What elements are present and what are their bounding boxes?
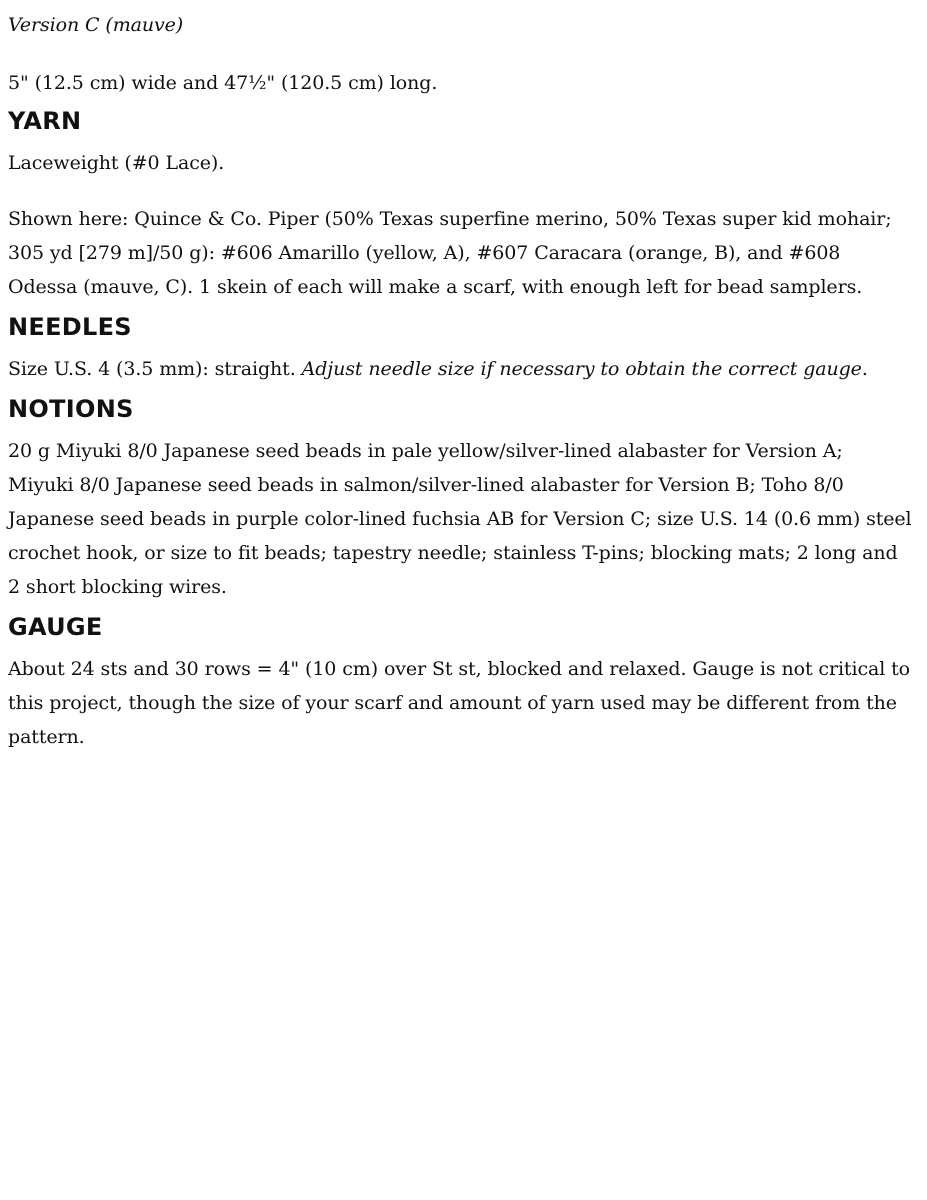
needles-note: Adjust needle size if necessary to obtain the correct gauge. [301, 358, 868, 380]
needles-size: Size U.S. 4 (3.5 mm): straight. [8, 358, 302, 380]
gauge-text: About 24 sts and 30 rows = 4" (10 cm) over St st, blocked and relaxed. Gauge is not critical to this project, though the size of your scarf and amount of yarn used may be different from the pattern. [8, 658, 910, 748]
gauge-section [8, 610, 913, 754]
gauge-heading: GAUGE [8, 613, 103, 641]
finished-size: 5" (12.5 cm) wide and 47½" (120.5 cm) long. [8, 72, 438, 94]
version-label: Version C (mauve) [8, 14, 184, 36]
yarn-weight: Laceweight (#0 Lace). [8, 152, 225, 174]
pattern-page [8, 8, 913, 760]
yarn-heading: YARN [8, 107, 82, 135]
needles-text [8, 352, 913, 386]
notions-text: 20 g Miyuki 8/0 Japanese seed beads in pale yellow/silver-lined alabaster for Version A; Miyuki 8/0 Japanese seed beads in salmon/silver-lined alabaster for Version B; Toho 8/0 Japanese seed beads in purple color-lined fuchsia AB for Version C; size U.S. 14 (0.6 mm) steel crochet hook, or size to fit beads; tapestry needle; stainless T-pins; blocking mats; 2 long and 2 short blocking wires. [8, 440, 912, 598]
needles-heading: NEEDLES [8, 313, 132, 341]
yarn-section [8, 104, 913, 304]
needles-section [8, 310, 913, 386]
notions-heading: NOTIONS [8, 395, 134, 423]
notions-section [8, 392, 913, 604]
yarn-detail: Shown here: Quince & Co. Piper (50% Texas superfine merino, 50% Texas super kid mohair; 305 yd [279 m]/50 g): #606 Amarillo (yellow, A), #607 Caracara (orange, B), and #608 Odessa (mauve, C). 1 skein of each will make a scarf, with enough left for bead samplers. [8, 208, 892, 298]
